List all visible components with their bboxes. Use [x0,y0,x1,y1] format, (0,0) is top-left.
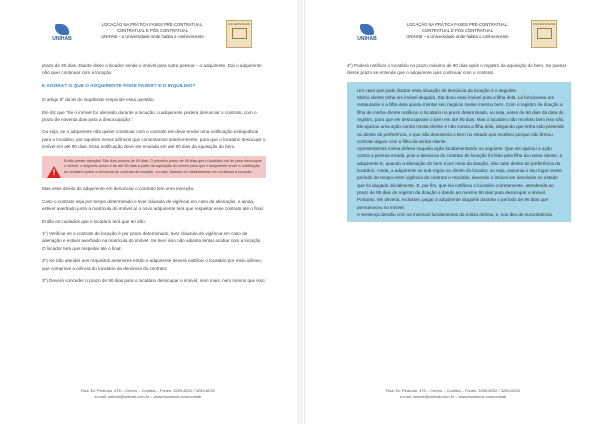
header-line-1: LOCAÇÃO NA PRÁTICA FASES PRÉ-CONTRATUAL, [406,22,509,27]
page-gutter [297,0,303,424]
left-content [42,62,266,290]
paragraph: Mas esse direito do adquirente em denunciar o contrato tem uma exceção. [42,186,195,192]
case-paragraph: Ele ajuizou uma ação contra nossa cliente e não contra a filha dela, alegando que tinha sido preterido no direito de preferência, e que não devolveria o bem no estado que recebeu porque não firmou contrato algum com a filha da minha cliente. [357,124,565,144]
building-icon [232,28,247,39]
case-paragraph: Portanto, ele deveria, inclusive, pagar à adquirente aluguéis durante o período de 90 dias que permaneceu no imóvel. [357,197,549,210]
exclamation-icon: ! [52,167,56,177]
header-text [80,22,225,40]
seal-text: UNIVERSIDADE [532,22,556,26]
header-line-3: UNIHAB – a Universidade onde habita o conhecimento [406,34,509,39]
header-text [385,22,530,40]
footer-contact: e-mail: unihab@unihab.com.br – www.facebook.com/unihab [399,394,507,399]
paragraph: Então os cuidados que o locatário terá que ter são: [42,218,146,224]
footer-address: Rua: Dr. Pedrosa, 475 – Centro – Curitiba – Fones: 3259-6032 / 3259-6033 [81,388,215,393]
paragraph: 4º) Poderá notificar o locatário no prazo máximo de 90 dias após o registro da aquisição do bem. Se passar desse prazo se entende que o adquirente quis continuar com o contrato. [347,63,567,76]
paragraph: Ele diz que “Se o imóvel for alienado durante a locação, o adquirente poderá denunciar o contrato, com o prazo de noventa dias para a desocupação”. [42,109,257,123]
building-icon [537,28,552,39]
seal-text: UNIVERSIDADE [227,22,251,26]
left-page [0,0,296,424]
header-line-2: CONTRATUAL E PÓS CONTRATUAL [421,28,494,33]
university-seal [531,20,557,48]
paragraph: 2º) Se não atender aos requisitos anteriores então o adquirente deverá notificar o locatário por meio idôneo, que comprove a ciência do locatário da denúncia do contrato; [42,258,263,271]
bird-icon [360,24,374,35]
footer-contact: e-mail: unihab@unihab.com.br – www.facebook.com/unihab [94,394,202,399]
paragraph: Caso o contrato seja por tempo determinado e tiver cláusula de vigência em caso de alienação, e ainda, estiver averbado junto à matrícula do imóvel aí o novo adquirente terá que respeitar esse contrato até o final. [42,198,264,212]
unihab-logo [355,24,379,46]
case-study-box [347,82,571,222]
unihab-logo [50,24,74,46]
bird-icon [55,24,69,35]
university-seal [226,20,252,48]
case-paragraph: A sentença decidiu com os mesmos fundamentos da nossa defesa, e, nos deu de sucumbência. [357,211,554,217]
right-page [304,0,600,424]
page-footer [305,388,600,400]
logo-text: UNIHAB [52,36,72,42]
case-paragraph: Minha cliente tinha um imóvel alugado. Ela doou esse imóvel para a filha dela. Lá funcionava um restaurante e a filha dela queria montar seu negócio nesse mesmo bem. Com o registro de doação a filha de minha cliente notificou o locatário no prazo determinado, ou seja, antes de 90 dias da data do registro, para que ele desocupasse o bem em até 90 dias. Mas o locatário não recebeu bem isso não. [357,95,565,122]
paragraph: prazo de 30 dias. Diante disso o locador vende o imóvel para outra pessoa – o adquirente. Daí o adquirente não quer continuar com a locação. [42,63,262,76]
right-content [347,62,571,222]
paragraph: 3º) Deverá conceder o prazo de 90 dias para o locatário desocupar o imóvel, nem mais, nem menos que isso; [42,278,266,284]
header-line-3: UNIHAB – a Universidade onde habita o conhecimento [101,34,204,39]
section-heading: E AGORA? O QUE O ADQUIRENTE PODE FAZER? E O INQUILINO? [42,83,196,89]
page-footer [0,388,296,400]
warning-text: Então preste atenção! São dois prazos de 90 dias. O primeiro prazo de 90 dias que o locatário vai ter para desocupar o imóvel; o segundo prazo é de até 90 dias a partir da aquisição do imóvel para que o adquirente envie a notificação ao locatário sobre a denúncia do contrato de locação, ou seja, falando em desinteresse em continuar a locação. [64,158,262,174]
case-paragraph: Apresentamos nossa defesa naquela ação fundamentando no seguinte: Que ele ajuizou a ação contra a pessoa errada, pois a denúncia do contrato de locação foi feita pela filha da nossa cliente, a adquirente E, quando a alienação do bem é por meio da doação, não cabe direito de preferência do locatário. Ainda, a adquirente se sub-rogou no direito do locador, ou seja, assumiu o seu lugar nesse período de tempo entre vigência do contrato e rescisão, devendo o imóvel ser devolvido no estado que foi alugado inicialmente. E, por fim, que ela notificou o locatário corretamente, atendendo ao prazo de 90 dias do registro da doação e dando ao mesmo 90 dias para desocupar o imóvel. [357,146,563,195]
page-header [0,20,296,52]
footer-address: Rua: Dr. Pedrosa, 475 – Centro – Curitiba – Fones: 3259-6032 / 3259-6033 [386,388,520,393]
header-line-1: LOCAÇÃO NA PRÁTICA FASES PRÉ-CONTRATUAL, [101,22,204,27]
paragraph: O artigo 8º da lei do inquilinato responde essa questão. [42,97,155,103]
warning-callout [42,156,266,179]
page-header [305,20,600,52]
case-paragraph: Um caso que pode ilustrar essa situação de denúncia da locação é o seguinte. [357,87,518,93]
paragraph: Ou seja, se o adquirente não quiser continuar com o contrato ele deve enviar uma notificação extrajudicial para o locatário, por aqueles meios idôneos que comentamos anteriormente, para que o locatário desocupe o imóvel em até 90 dias. Essa notificação deve ser enviada em até 90 dias da aquisição do bem. [42,129,266,150]
logo-text: UNIHAB [357,36,377,42]
header-line-2: CONTRATUAL E PÓS CONTRATUAL [116,28,189,33]
paragraph: 1º) Verificar se o contrato de locação é por prazo determinado, tiver cláusula de vigência em caso de alienação e estiver averbado na matrícula do imóvel. Se tiver isso não adianta tentar acabar com a locação. O locador terá que respeitar até o final; [42,231,262,251]
